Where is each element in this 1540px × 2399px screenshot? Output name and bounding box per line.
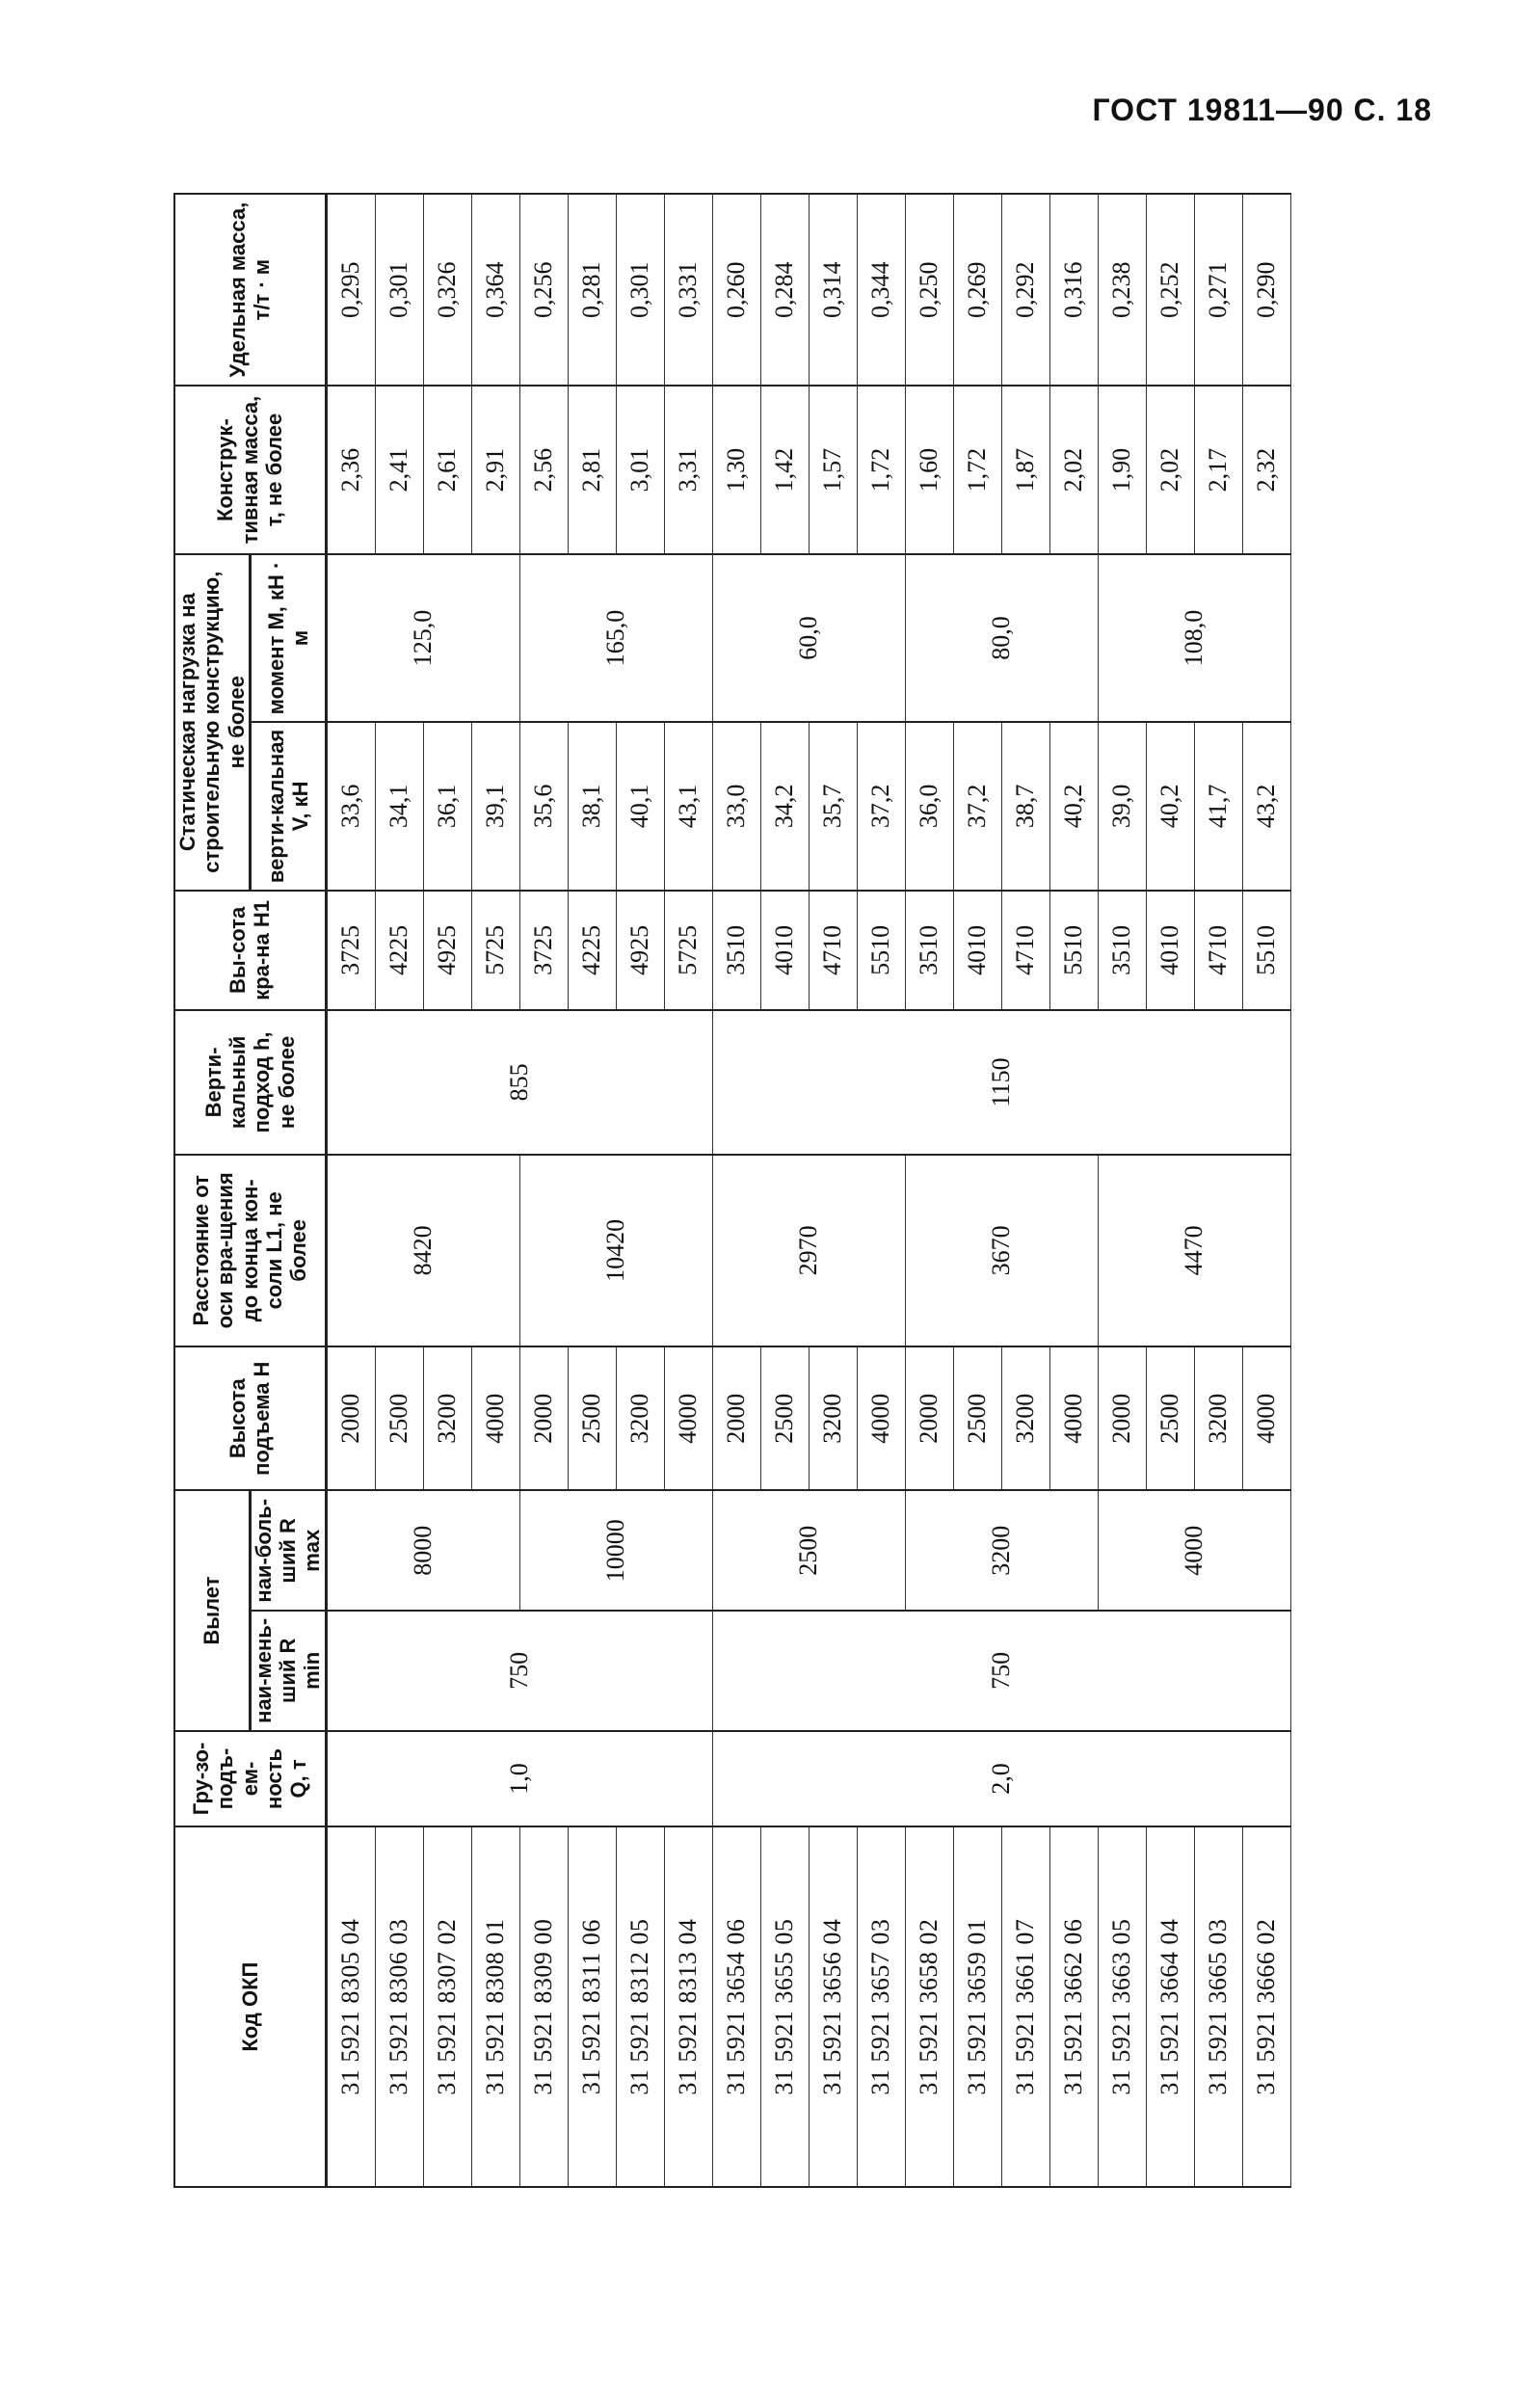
capacity-cell: 1,0 xyxy=(326,1731,712,1827)
mass-cell: 2,41 xyxy=(375,386,423,553)
lift-height-cell: 2000 xyxy=(905,1346,953,1490)
code-cell: 31 5921 8307 02 xyxy=(423,1826,471,2187)
crane-height-cell: 4710 xyxy=(809,891,857,1011)
static-moment-cell: 108,0 xyxy=(1098,554,1290,722)
header-static-moment: момент M, кН · м xyxy=(250,554,326,722)
lift-height-cell: 4000 xyxy=(664,1346,712,1490)
lift-height-cell: 3200 xyxy=(1194,1346,1242,1490)
code-cell: 31 5921 3658 02 xyxy=(905,1826,953,2187)
crane-height-cell: 3725 xyxy=(519,891,568,1011)
header-reach-max: наи-боль-ший R max xyxy=(250,1490,326,1611)
static-moment-cell: 165,0 xyxy=(519,554,712,722)
reach-min-cell: 750 xyxy=(326,1611,712,1731)
specific-mass-cell: 0,252 xyxy=(1146,194,1194,386)
code-cell: 31 5921 3657 03 xyxy=(857,1826,905,2187)
mass-cell: 1,87 xyxy=(1001,386,1049,553)
static-moment-cell: 125,0 xyxy=(326,554,519,722)
reach-min-cell: 750 xyxy=(712,1611,1290,1731)
code-cell: 31 5921 3655 05 xyxy=(760,1826,809,2187)
crane-spec-table xyxy=(173,193,1291,2188)
crane-height-cell: 4010 xyxy=(953,891,1001,1011)
static-vertical-cell: 37,2 xyxy=(953,722,1001,890)
static-vertical-cell: 38,1 xyxy=(568,722,616,890)
reach-max-cell: 2500 xyxy=(712,1490,905,1611)
page-header: ГОСТ 19811—90 С. 18 xyxy=(1092,93,1432,127)
crane-height-cell: 4710 xyxy=(1194,891,1242,1011)
code-cell: 31 5921 3654 06 xyxy=(712,1826,760,2187)
lift-height-cell: 2500 xyxy=(760,1346,809,1490)
crane-height-cell: 4225 xyxy=(568,891,616,1011)
table-row xyxy=(712,194,760,2187)
distance-cell: 4470 xyxy=(1098,1155,1290,1346)
crane-height-cell: 4710 xyxy=(1001,891,1049,1011)
code-cell: 31 5921 8312 05 xyxy=(616,1826,664,2187)
vertical-approach-cell: 855 xyxy=(326,1010,712,1154)
static-vertical-cell: 43,1 xyxy=(664,722,712,890)
static-moment-cell: 60,0 xyxy=(712,554,905,722)
mass-cell: 2,32 xyxy=(1242,386,1290,553)
lift-height-cell: 4000 xyxy=(857,1346,905,1490)
code-cell: 31 5921 8311 06 xyxy=(568,1826,616,2187)
reach-max-cell: 10000 xyxy=(519,1490,712,1611)
lift-height-cell: 2500 xyxy=(375,1346,423,1490)
header-lift-height: Высота подъема H xyxy=(174,1346,326,1490)
lift-height-cell: 3200 xyxy=(1001,1346,1049,1490)
specific-mass-cell: 0,238 xyxy=(1098,194,1146,386)
code-cell: 31 5921 3661 07 xyxy=(1001,1826,1049,2187)
static-vertical-cell: 40,2 xyxy=(1049,722,1098,890)
crane-height-cell: 3510 xyxy=(712,891,760,1011)
crane-height-cell: 3510 xyxy=(905,891,953,1011)
code-cell: 31 5921 8308 01 xyxy=(471,1826,519,2187)
code-cell: 31 5921 3656 04 xyxy=(809,1826,857,2187)
crane-height-cell: 4925 xyxy=(423,891,471,1011)
specific-mass-cell: 0,271 xyxy=(1194,194,1242,386)
static-vertical-cell: 36,0 xyxy=(905,722,953,890)
rotated-table-container xyxy=(173,193,1407,2188)
mass-cell: 2,81 xyxy=(568,386,616,553)
header-specific-mass: Удельная масса, т/т · м xyxy=(174,194,326,386)
specific-mass-cell: 0,301 xyxy=(375,194,423,386)
lift-height-cell: 3200 xyxy=(616,1346,664,1490)
crane-height-cell: 5510 xyxy=(1049,891,1098,1011)
header-mass: Конструк-тивная масса, т, не более xyxy=(174,386,326,553)
static-vertical-cell: 35,7 xyxy=(809,722,857,890)
code-cell: 31 5921 8305 04 xyxy=(326,1826,375,2187)
mass-cell: 1,90 xyxy=(1098,386,1146,553)
static-vertical-cell: 34,2 xyxy=(760,722,809,890)
static-vertical-cell: 41,7 xyxy=(1194,722,1242,890)
specific-mass-cell: 0,290 xyxy=(1242,194,1290,386)
specific-mass-cell: 0,344 xyxy=(857,194,905,386)
crane-height-cell: 5725 xyxy=(664,891,712,1011)
specific-mass-cell: 0,284 xyxy=(760,194,809,386)
code-cell: 31 5921 3662 06 xyxy=(1049,1826,1098,2187)
header-row-1 xyxy=(174,194,250,2187)
specific-mass-cell: 0,314 xyxy=(809,194,857,386)
code-cell: 31 5921 8306 03 xyxy=(375,1826,423,2187)
specific-mass-cell: 0,256 xyxy=(519,194,568,386)
static-vertical-cell: 40,2 xyxy=(1146,722,1194,890)
crane-height-cell: 5510 xyxy=(857,891,905,1011)
static-vertical-cell: 43,2 xyxy=(1242,722,1290,890)
lift-height-cell: 2500 xyxy=(1146,1346,1194,1490)
code-cell: 31 5921 3663 05 xyxy=(1098,1826,1146,2187)
static-moment-cell: 80,0 xyxy=(905,554,1098,722)
mass-cell: 1,60 xyxy=(905,386,953,553)
specific-mass-cell: 0,292 xyxy=(1001,194,1049,386)
distance-cell: 8420 xyxy=(326,1155,519,1346)
mass-cell: 2,36 xyxy=(326,386,375,553)
code-cell: 31 5921 3664 04 xyxy=(1146,1826,1194,2187)
crane-height-cell: 3725 xyxy=(326,891,375,1011)
mass-cell: 2,02 xyxy=(1049,386,1098,553)
crane-height-cell: 5725 xyxy=(471,891,519,1011)
header-capacity: Гру-зо-подъ-ем-ность Q, т xyxy=(174,1731,326,1827)
header-reach-min: наи-мень-ший R min xyxy=(250,1611,326,1731)
code-cell: 31 5921 3666 02 xyxy=(1242,1826,1290,2187)
header-vertical-approach: Верти-кальный подход h, не более xyxy=(174,1010,326,1154)
specific-mass-cell: 0,331 xyxy=(664,194,712,386)
specific-mass-cell: 0,326 xyxy=(423,194,471,386)
static-vertical-cell: 39,0 xyxy=(1098,722,1146,890)
mass-cell: 2,56 xyxy=(519,386,568,553)
static-vertical-cell: 39,1 xyxy=(471,722,519,890)
lift-height-cell: 2000 xyxy=(519,1346,568,1490)
lift-height-cell: 2000 xyxy=(712,1346,760,1490)
crane-height-cell: 5510 xyxy=(1242,891,1290,1011)
lift-height-cell: 4000 xyxy=(1049,1346,1098,1490)
specific-mass-cell: 0,250 xyxy=(905,194,953,386)
table-row xyxy=(905,194,953,2187)
header-static-vertical: верти-кальная V, кН xyxy=(250,722,326,890)
lift-height-cell: 2500 xyxy=(953,1346,1001,1490)
mass-cell: 2,91 xyxy=(471,386,519,553)
code-cell: 31 5921 3659 01 xyxy=(953,1826,1001,2187)
distance-cell: 3670 xyxy=(905,1155,1098,1346)
mass-cell: 2,61 xyxy=(423,386,471,553)
specific-mass-cell: 0,295 xyxy=(326,194,375,386)
distance-cell: 10420 xyxy=(519,1155,712,1346)
mass-cell: 1,30 xyxy=(712,386,760,553)
header-code: Код ОКП xyxy=(174,1826,326,2187)
specific-mass-cell: 0,269 xyxy=(953,194,1001,386)
table-row xyxy=(1098,194,1146,2187)
static-vertical-cell: 38,7 xyxy=(1001,722,1049,890)
table-row xyxy=(519,194,568,2187)
mass-cell: 1,57 xyxy=(809,386,857,553)
static-vertical-cell: 36,1 xyxy=(423,722,471,890)
static-vertical-cell: 33,0 xyxy=(712,722,760,890)
mass-cell: 3,01 xyxy=(616,386,664,553)
reach-max-cell: 3200 xyxy=(905,1490,1098,1611)
lift-height-cell: 4000 xyxy=(1242,1346,1290,1490)
static-vertical-cell: 40,1 xyxy=(616,722,664,890)
lift-height-cell: 3200 xyxy=(809,1346,857,1490)
mass-cell: 3,31 xyxy=(664,386,712,553)
header-reach: Вылет xyxy=(174,1490,250,1730)
reach-max-cell: 8000 xyxy=(326,1490,519,1611)
specific-mass-cell: 0,364 xyxy=(471,194,519,386)
crane-height-cell: 3510 xyxy=(1098,891,1146,1011)
lift-height-cell: 3200 xyxy=(423,1346,471,1490)
crane-height-cell: 4010 xyxy=(1146,891,1194,1011)
lift-height-cell: 2000 xyxy=(1098,1346,1146,1490)
code-cell: 31 5921 3665 03 xyxy=(1194,1826,1242,2187)
mass-cell: 2,17 xyxy=(1194,386,1242,553)
specific-mass-cell: 0,281 xyxy=(568,194,616,386)
header-crane-height: Вы-сота кра-на H1 xyxy=(174,891,326,1011)
table-row xyxy=(326,194,375,2187)
static-vertical-cell: 34,1 xyxy=(375,722,423,890)
lift-height-cell: 2500 xyxy=(568,1346,616,1490)
code-cell: 31 5921 8309 00 xyxy=(519,1826,568,2187)
vertical-approach-cell: 1150 xyxy=(712,1010,1290,1154)
lift-height-cell: 2000 xyxy=(326,1346,375,1490)
code-cell: 31 5921 8313 04 xyxy=(664,1826,712,2187)
mass-cell: 2,02 xyxy=(1146,386,1194,553)
static-vertical-cell: 35,6 xyxy=(519,722,568,890)
distance-cell: 2970 xyxy=(712,1155,905,1346)
specific-mass-cell: 0,316 xyxy=(1049,194,1098,386)
specific-mass-cell: 0,260 xyxy=(712,194,760,386)
specific-mass-cell: 0,301 xyxy=(616,194,664,386)
static-vertical-cell: 33,6 xyxy=(326,722,375,890)
mass-cell: 1,72 xyxy=(857,386,905,553)
header-distance: Расстояние от оси вра-щения до конца кон-соли L1, не более xyxy=(174,1155,326,1346)
mass-cell: 1,42 xyxy=(760,386,809,553)
lift-height-cell: 4000 xyxy=(471,1346,519,1490)
capacity-cell: 2,0 xyxy=(712,1731,1290,1827)
crane-height-cell: 4010 xyxy=(760,891,809,1011)
crane-height-cell: 4225 xyxy=(375,891,423,1011)
header-static-load: Статическая нагрузка на строительную конструкцию, не более xyxy=(174,554,250,891)
reach-max-cell: 4000 xyxy=(1098,1490,1290,1611)
mass-cell: 1,72 xyxy=(953,386,1001,553)
static-vertical-cell: 37,2 xyxy=(857,722,905,890)
crane-height-cell: 4925 xyxy=(616,891,664,1011)
